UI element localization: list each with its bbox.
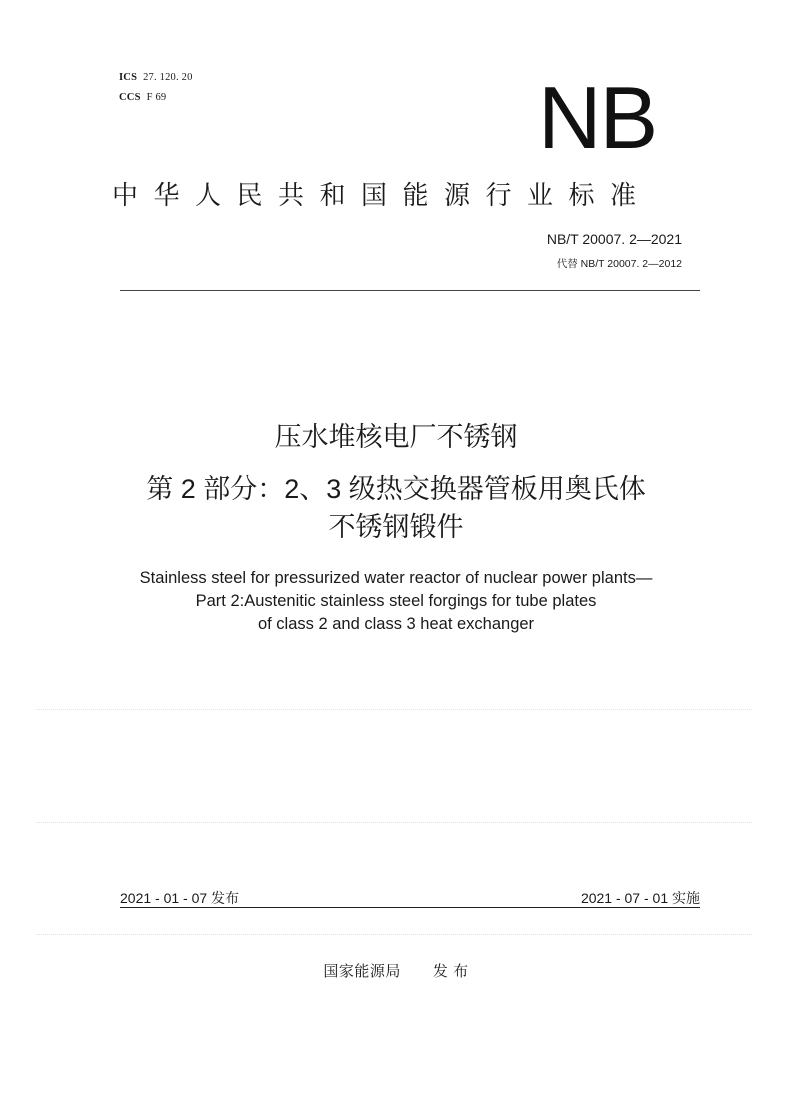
issuer-line	[0, 960, 792, 981]
nb-logo: NB	[538, 68, 657, 167]
ccs-label: CCS	[119, 92, 141, 103]
english-title-line-1: Stainless steel for pressurized water reactor of nuclear power plants—	[139, 569, 653, 587]
header-divider	[120, 290, 700, 291]
date-divider	[120, 907, 700, 908]
ics-label: ICS	[119, 72, 138, 83]
chinese-title-line-2: 第 2 部分：2、3 级热交换器管板用奥氏体	[146, 474, 646, 504]
replaces-standard: 代替 NB/T 20007. 2—2012	[556, 258, 682, 270]
issue-date: 2021 - 01 - 07 发布	[120, 890, 240, 906]
standard-type-heading: 中华人民共和国能源行业标准	[112, 180, 652, 210]
standard-number: NB/T 20007. 2—2021	[546, 231, 682, 247]
faint-divider	[36, 709, 752, 710]
faint-divider	[36, 822, 752, 823]
ccs-value: F 69	[146, 92, 167, 103]
ics-value: 27. 120. 20	[143, 72, 193, 83]
issuer-name: 国家能源局	[323, 963, 401, 980]
issuer-action: 发 布	[432, 963, 469, 980]
chinese-title-line-3: 不锈钢锻件	[328, 512, 464, 542]
english-title-line-2: Part 2:Austenitic stainless steel forgings for tube plates	[195, 592, 597, 610]
ics-code	[119, 72, 193, 83]
english-title-line-3: of class 2 and class 3 heat exchanger	[257, 615, 535, 633]
ccs-code	[119, 92, 166, 103]
faint-divider	[36, 934, 752, 935]
implementation-date: 2021 - 07 - 01 实施	[580, 890, 700, 906]
chinese-title-line-1: 压水堆核电厂不锈钢	[274, 422, 518, 452]
